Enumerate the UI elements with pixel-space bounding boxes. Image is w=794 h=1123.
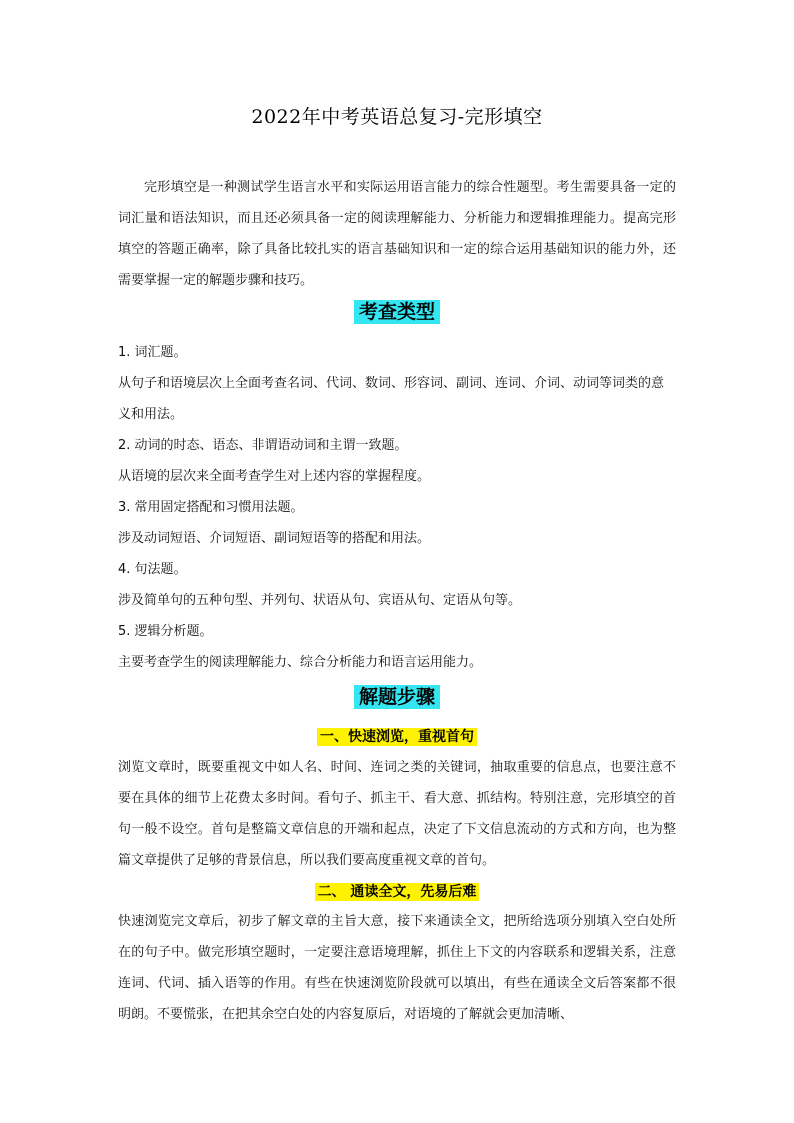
step-heading-2	[0, 881, 794, 902]
list-item: 主要考查学生的阅读理解能力、综合分析能力和语言运用能力。	[118, 655, 483, 670]
list-item: 涉及动词短语、介词短语、副词短语等的搭配和用法。	[118, 531, 431, 546]
section-heading-steps-label: 解题步骤	[354, 685, 440, 709]
list-item: 从句子和语境层次上全面考查名词、代词、数词、形容词、副词、连词、介词、动词等词类的意义和用法。	[118, 376, 665, 422]
step-paragraph: 快速浏览完文章后，初步了解文章的主旨大意，接下来通读全文，把所给选项分别填入空白处所在的句子中。做完形填空题时，一定要注意语境理解，抓住上下文的内容联系和逻辑关系，注意连词、代词、插入语等的作用。有些在快速浏览阶段就可以填出，有些在通读全文后答案都不很明朗。不要慌张，在把其余空白处的内容复原后，对语境的了解就会更加清晰、	[118, 914, 676, 1022]
step-heading-1-label: 一、快速浏览，重视首句	[317, 728, 477, 746]
list-item: 3. 常用固定搭配和习惯用法题。	[118, 500, 304, 515]
intro-paragraph: 完形填空是一种测试学生语言水平和实际运用语言能力的综合性题型。考生需要具备一定的词汇量和语法知识，而且还必须具备一定的阅读理解能力、分析能力和逻辑推理能力。提高完形填空的答题正确率，除了具备比较扎实的语言基础知识和一定的综合运用基础知识的能力外，还需要掌握一定的解题步骤和技巧。	[118, 180, 676, 288]
page-title: 2022年中考英语总复习-完形填空	[251, 106, 543, 128]
list-item: 5. 逻辑分析题。	[118, 624, 213, 639]
list-item: 涉及简单句的五种句型、并列句、状语从句、宾语从句、定语从句等。	[118, 593, 522, 608]
step-paragraph: 浏览文章时，既要重视文中如人名、时间、连词之类的关键词，抽取重要的信息点，也要注意不要在具体的细节上花费太多时间。看句子、抓主干、看大意、抓结构。特别注意，完形填空的首句一般不设空。首句是整篇文章信息的开端和起点，决定了下文信息流动的方式和方向，也为整篇文章提供了足够的背景信息，所以我们要高度重视文章的首句。	[118, 760, 676, 868]
step-body-1	[118, 752, 676, 876]
list-item: 从语境的层次来全面考查学生对上述内容的掌握程度。	[118, 469, 431, 484]
question-types-list	[118, 337, 676, 678]
intro-section	[118, 172, 676, 296]
section-heading-types	[0, 299, 794, 325]
step-heading-2-label: 二、 通读全文，先易后难	[315, 883, 480, 901]
list-item: 2. 动词的时态、语态、非谓语动词和主谓一致题。	[118, 438, 408, 453]
list-item: 4. 句法题。	[118, 562, 187, 577]
section-heading-types-label: 考查类型	[354, 300, 440, 324]
step-heading-1	[0, 726, 794, 747]
step-body-2	[118, 906, 676, 1030]
list-item: 1. 词汇题。	[118, 345, 187, 360]
section-heading-steps	[0, 684, 794, 710]
